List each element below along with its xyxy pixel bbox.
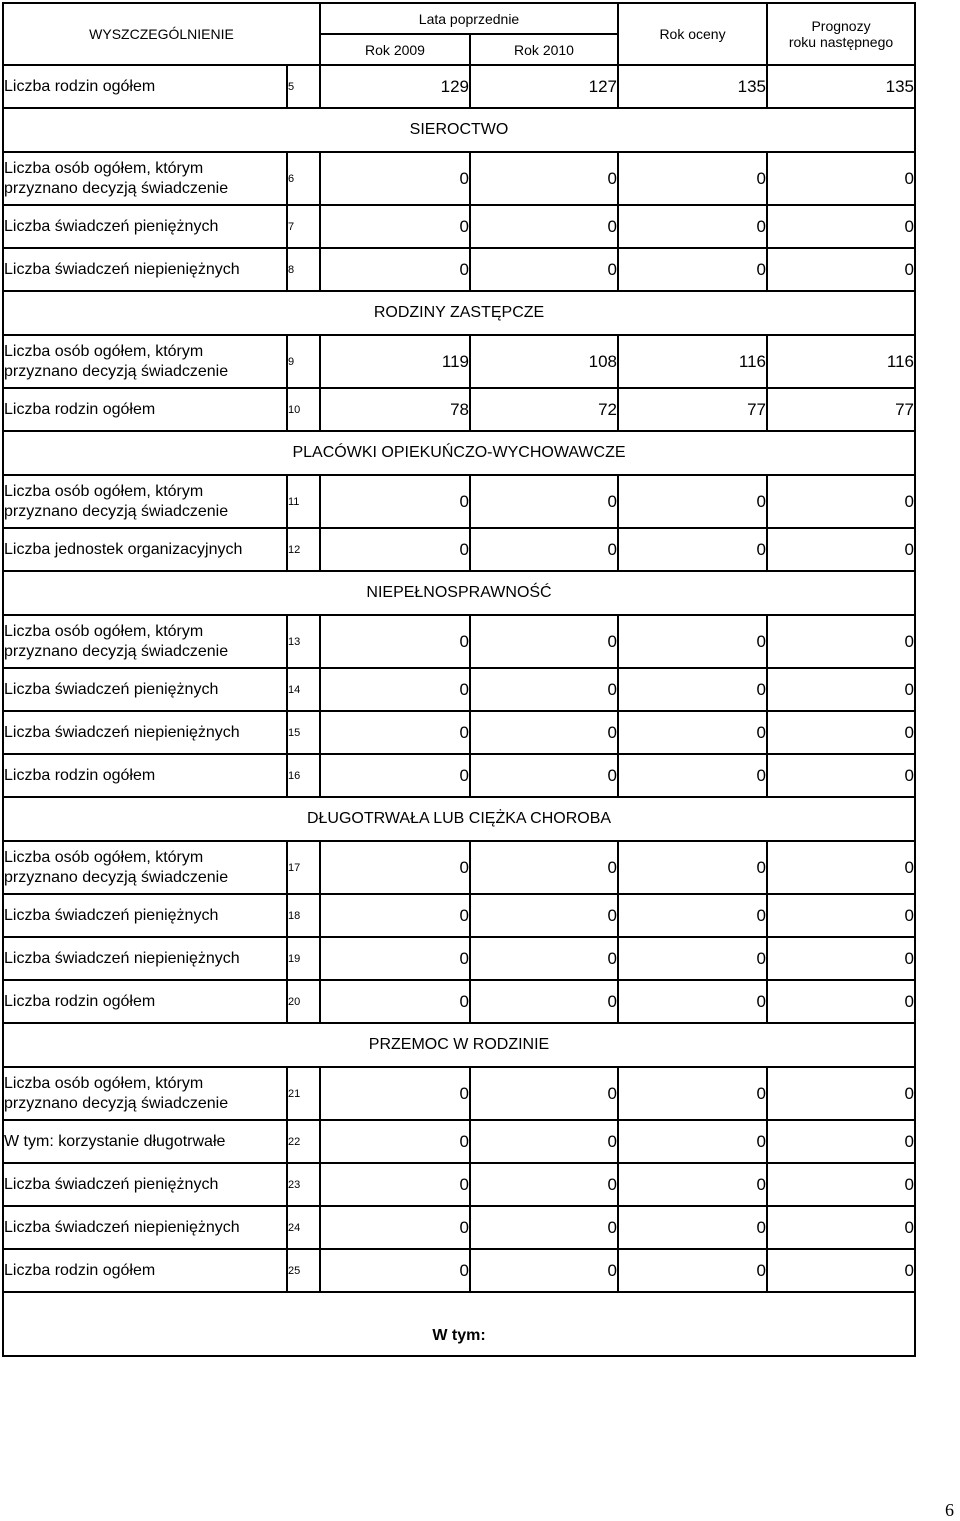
row-number: 10 xyxy=(287,388,320,431)
value-rok-2010: 0 xyxy=(470,937,618,980)
value-rok-2010: 72 xyxy=(470,388,618,431)
value-rok-2009: 0 xyxy=(320,1120,470,1163)
row-number: 22 xyxy=(287,1120,320,1163)
header-wyszczegolnienie: WYSZCZEGÓLNIENIE xyxy=(3,3,320,65)
final-title: W tym: xyxy=(3,1292,915,1356)
row-label-line: przyznano decyzją świadczenie xyxy=(4,868,229,886)
row-label-line: W tym: korzystanie długotrwałe xyxy=(4,1132,226,1150)
value-rok-oceny: 0 xyxy=(618,937,767,980)
value-rok-2009: 0 xyxy=(320,894,470,937)
value-prognozy: 0 xyxy=(767,1067,915,1120)
row-label xyxy=(3,1120,287,1163)
row-label-line: przyznano decyzją świadczenie xyxy=(4,502,229,520)
value-rok-oceny: 0 xyxy=(618,1163,767,1206)
row-number: 8 xyxy=(287,248,320,291)
value-rok-2009: 0 xyxy=(320,754,470,797)
row-label xyxy=(3,388,287,431)
table-row xyxy=(3,1206,915,1249)
header-rok-oceny: Rok oceny xyxy=(618,3,767,65)
table-row xyxy=(3,388,915,431)
section-row xyxy=(3,797,915,841)
value-rok-oceny: 0 xyxy=(618,528,767,571)
value-rok-2009: 0 xyxy=(320,528,470,571)
value-rok-2009: 78 xyxy=(320,388,470,431)
table-row xyxy=(3,980,915,1023)
value-prognozy: 0 xyxy=(767,248,915,291)
table-body xyxy=(3,65,915,1356)
value-prognozy: 0 xyxy=(767,1206,915,1249)
row-label-line: Liczba osób ogółem, którym xyxy=(4,848,204,866)
row-label-line: Liczba świadczeń pieniężnych xyxy=(4,906,219,924)
value-rok-2010: 0 xyxy=(470,1163,618,1206)
row-label xyxy=(3,1067,287,1120)
row-label xyxy=(3,152,287,205)
value-rok-2010: 0 xyxy=(470,615,618,668)
value-rok-oceny: 0 xyxy=(618,205,767,248)
value-prognozy: 0 xyxy=(767,475,915,528)
value-rok-2009: 0 xyxy=(320,1206,470,1249)
value-rok-2009: 0 xyxy=(320,1249,470,1292)
value-rok-2009: 129 xyxy=(320,65,470,108)
value-rok-2010: 0 xyxy=(470,894,618,937)
value-prognozy: 0 xyxy=(767,711,915,754)
row-label xyxy=(3,65,287,108)
row-number: 12 xyxy=(287,528,320,571)
value-rok-2009: 119 xyxy=(320,335,470,388)
header-prognozy-line1: Prognozy xyxy=(811,18,871,34)
value-rok-oceny: 0 xyxy=(618,248,767,291)
value-rok-oceny: 0 xyxy=(618,1067,767,1120)
row-label-line: Liczba osób ogółem, którym xyxy=(4,1074,204,1092)
value-rok-2010: 0 xyxy=(470,528,618,571)
value-rok-oceny: 0 xyxy=(618,1206,767,1249)
table-row xyxy=(3,528,915,571)
value-prognozy: 0 xyxy=(767,1249,915,1292)
row-label xyxy=(3,1249,287,1292)
table-row xyxy=(3,1249,915,1292)
row-number: 17 xyxy=(287,841,320,894)
value-rok-2009: 0 xyxy=(320,937,470,980)
row-label-line: Liczba rodzin ogółem xyxy=(4,766,156,784)
header-rok-2010: Rok 2010 xyxy=(470,34,618,65)
value-rok-2010: 0 xyxy=(470,248,618,291)
value-rok-2010: 0 xyxy=(470,754,618,797)
row-label-line: Liczba świadczeń niepieniężnych xyxy=(4,1218,240,1236)
row-label xyxy=(3,841,287,894)
value-rok-oceny: 0 xyxy=(618,711,767,754)
row-label-line: przyznano decyzją świadczenie xyxy=(4,362,229,380)
value-rok-2010: 0 xyxy=(470,205,618,248)
row-number: 16 xyxy=(287,754,320,797)
row-label xyxy=(3,248,287,291)
table-row xyxy=(3,65,915,108)
section-title: SIEROCTWO xyxy=(3,108,915,152)
row-label xyxy=(3,335,287,388)
value-rok-2009: 0 xyxy=(320,1163,470,1206)
value-rok-oceny: 0 xyxy=(618,754,767,797)
value-rok-oceny: 0 xyxy=(618,615,767,668)
row-label xyxy=(3,937,287,980)
section-title: DŁUGOTRWAŁA LUB CIĘŻKA CHOROBA xyxy=(3,797,915,841)
table-row xyxy=(3,248,915,291)
table-row xyxy=(3,1163,915,1206)
value-prognozy: 0 xyxy=(767,528,915,571)
value-rok-oceny: 0 xyxy=(618,668,767,711)
row-number: 14 xyxy=(287,668,320,711)
value-rok-2009: 0 xyxy=(320,152,470,205)
value-rok-2010: 0 xyxy=(470,841,618,894)
table-row xyxy=(3,615,915,668)
row-label-line: Liczba osób ogółem, którym xyxy=(4,159,204,177)
row-label xyxy=(3,1206,287,1249)
table-row xyxy=(3,711,915,754)
row-label-line: Liczba świadczeń pieniężnych xyxy=(4,1175,219,1193)
section-title: PRZEMOC W RODZINIE xyxy=(3,1023,915,1067)
row-label-line: przyznano decyzją świadczenie xyxy=(4,642,229,660)
value-rok-oceny: 0 xyxy=(618,980,767,1023)
value-rok-oceny: 135 xyxy=(618,65,767,108)
value-rok-oceny: 0 xyxy=(618,1120,767,1163)
value-prognozy: 77 xyxy=(767,388,915,431)
section-title: PLACÓWKI OPIEKUŃCZO-WYCHOWAWCZE xyxy=(3,431,915,475)
header-prognozy xyxy=(767,3,915,65)
row-label-line: Liczba jednostek organizacyjnych xyxy=(4,540,243,558)
row-label-line: Liczba rodzin ogółem xyxy=(4,992,156,1010)
table-row xyxy=(3,205,915,248)
row-number: 20 xyxy=(287,980,320,1023)
row-number: 13 xyxy=(287,615,320,668)
row-label-line: Liczba rodzin ogółem xyxy=(4,1261,156,1279)
section-title: NIEPEŁNOSPRAWNOŚĆ xyxy=(3,571,915,615)
row-number: 25 xyxy=(287,1249,320,1292)
final-row xyxy=(3,1292,915,1356)
header-lata-poprzednie: Lata poprzednie xyxy=(320,3,618,34)
value-prognozy: 0 xyxy=(767,205,915,248)
value-prognozy: 0 xyxy=(767,937,915,980)
value-rok-oceny: 0 xyxy=(618,841,767,894)
row-label-line: przyznano decyzją świadczenie xyxy=(4,179,229,197)
value-prognozy: 135 xyxy=(767,65,915,108)
page-number: 6 xyxy=(945,1500,954,1520)
row-label-line: Liczba osób ogółem, którym xyxy=(4,622,204,640)
row-number: 9 xyxy=(287,335,320,388)
value-rok-oceny: 0 xyxy=(618,1249,767,1292)
table-row xyxy=(3,894,915,937)
value-rok-2010: 108 xyxy=(470,335,618,388)
table-row xyxy=(3,1120,915,1163)
value-rok-oceny: 0 xyxy=(618,152,767,205)
header-rok-2009: Rok 2009 xyxy=(320,34,470,65)
row-number: 24 xyxy=(287,1206,320,1249)
value-prognozy: 0 xyxy=(767,841,915,894)
value-rok-oceny: 0 xyxy=(618,894,767,937)
row-number: 7 xyxy=(287,205,320,248)
value-prognozy: 0 xyxy=(767,1120,915,1163)
value-rok-2010: 0 xyxy=(470,152,618,205)
table-row xyxy=(3,668,915,711)
value-rok-oceny: 77 xyxy=(618,388,767,431)
value-rok-2010: 0 xyxy=(470,1067,618,1120)
row-label-line: Liczba świadczeń pieniężnych xyxy=(4,680,219,698)
row-label-line: Liczba świadczeń pieniężnych xyxy=(4,217,219,235)
row-label xyxy=(3,528,287,571)
value-rok-2009: 0 xyxy=(320,615,470,668)
value-rok-2009: 0 xyxy=(320,1067,470,1120)
value-rok-2009: 0 xyxy=(320,980,470,1023)
value-prognozy: 0 xyxy=(767,1163,915,1206)
value-prognozy: 0 xyxy=(767,980,915,1023)
header-prognozy-line2: roku następnego xyxy=(788,34,894,50)
section-row xyxy=(3,571,915,615)
value-rok-2009: 0 xyxy=(320,475,470,528)
section-title: RODZINY ZASTĘPCZE xyxy=(3,291,915,335)
row-label xyxy=(3,668,287,711)
row-label-line: przyznano decyzją świadczenie xyxy=(4,1094,229,1112)
row-number: 19 xyxy=(287,937,320,980)
table-row xyxy=(3,937,915,980)
section-row xyxy=(3,108,915,152)
row-number: 5 xyxy=(287,65,320,108)
row-number: 11 xyxy=(287,475,320,528)
value-rok-2009: 0 xyxy=(320,668,470,711)
table-row xyxy=(3,1067,915,1120)
value-rok-2010: 127 xyxy=(470,65,618,108)
row-label-line: Liczba rodzin ogółem xyxy=(4,400,156,418)
row-label-line: Liczba osób ogółem, którym xyxy=(4,342,204,360)
row-label xyxy=(3,711,287,754)
value-rok-2010: 0 xyxy=(470,668,618,711)
row-label-line: Liczba osób ogółem, którym xyxy=(4,482,204,500)
row-label xyxy=(3,894,287,937)
table-row xyxy=(3,841,915,894)
row-label xyxy=(3,475,287,528)
row-label-line: Liczba świadczeń niepieniężnych xyxy=(4,723,240,741)
table-row xyxy=(3,754,915,797)
row-number: 15 xyxy=(287,711,320,754)
row-label-line: Liczba świadczeń niepieniężnych xyxy=(4,260,240,278)
value-rok-2009: 0 xyxy=(320,711,470,754)
value-rok-2010: 0 xyxy=(470,1120,618,1163)
value-prognozy: 0 xyxy=(767,615,915,668)
row-number: 6 xyxy=(287,152,320,205)
value-rok-2010: 0 xyxy=(470,475,618,528)
section-row xyxy=(3,1023,915,1067)
value-rok-2009: 0 xyxy=(320,841,470,894)
value-rok-2010: 0 xyxy=(470,980,618,1023)
row-label-line: Liczba świadczeń niepieniężnych xyxy=(4,949,240,967)
table-row xyxy=(3,152,915,205)
value-prognozy: 0 xyxy=(767,152,915,205)
value-rok-2009: 0 xyxy=(320,248,470,291)
value-rok-oceny: 116 xyxy=(618,335,767,388)
row-label xyxy=(3,980,287,1023)
row-label xyxy=(3,1163,287,1206)
row-number: 23 xyxy=(287,1163,320,1206)
table-row xyxy=(3,335,915,388)
row-label-line: Liczba rodzin ogółem xyxy=(4,77,156,95)
value-rok-2009: 0 xyxy=(320,205,470,248)
row-label xyxy=(3,754,287,797)
value-rok-2010: 0 xyxy=(470,1206,618,1249)
row-label xyxy=(3,205,287,248)
row-number: 21 xyxy=(287,1067,320,1120)
section-row xyxy=(3,431,915,475)
value-prognozy: 116 xyxy=(767,335,915,388)
value-prognozy: 0 xyxy=(767,668,915,711)
value-rok-2010: 0 xyxy=(470,711,618,754)
value-rok-oceny: 0 xyxy=(618,475,767,528)
value-prognozy: 0 xyxy=(767,754,915,797)
table-row xyxy=(3,475,915,528)
value-rok-2010: 0 xyxy=(470,1249,618,1292)
value-prognozy: 0 xyxy=(767,894,915,937)
table-header xyxy=(3,3,915,65)
row-number: 18 xyxy=(287,894,320,937)
statistics-table xyxy=(2,2,916,1357)
row-label xyxy=(3,615,287,668)
section-row xyxy=(3,291,915,335)
